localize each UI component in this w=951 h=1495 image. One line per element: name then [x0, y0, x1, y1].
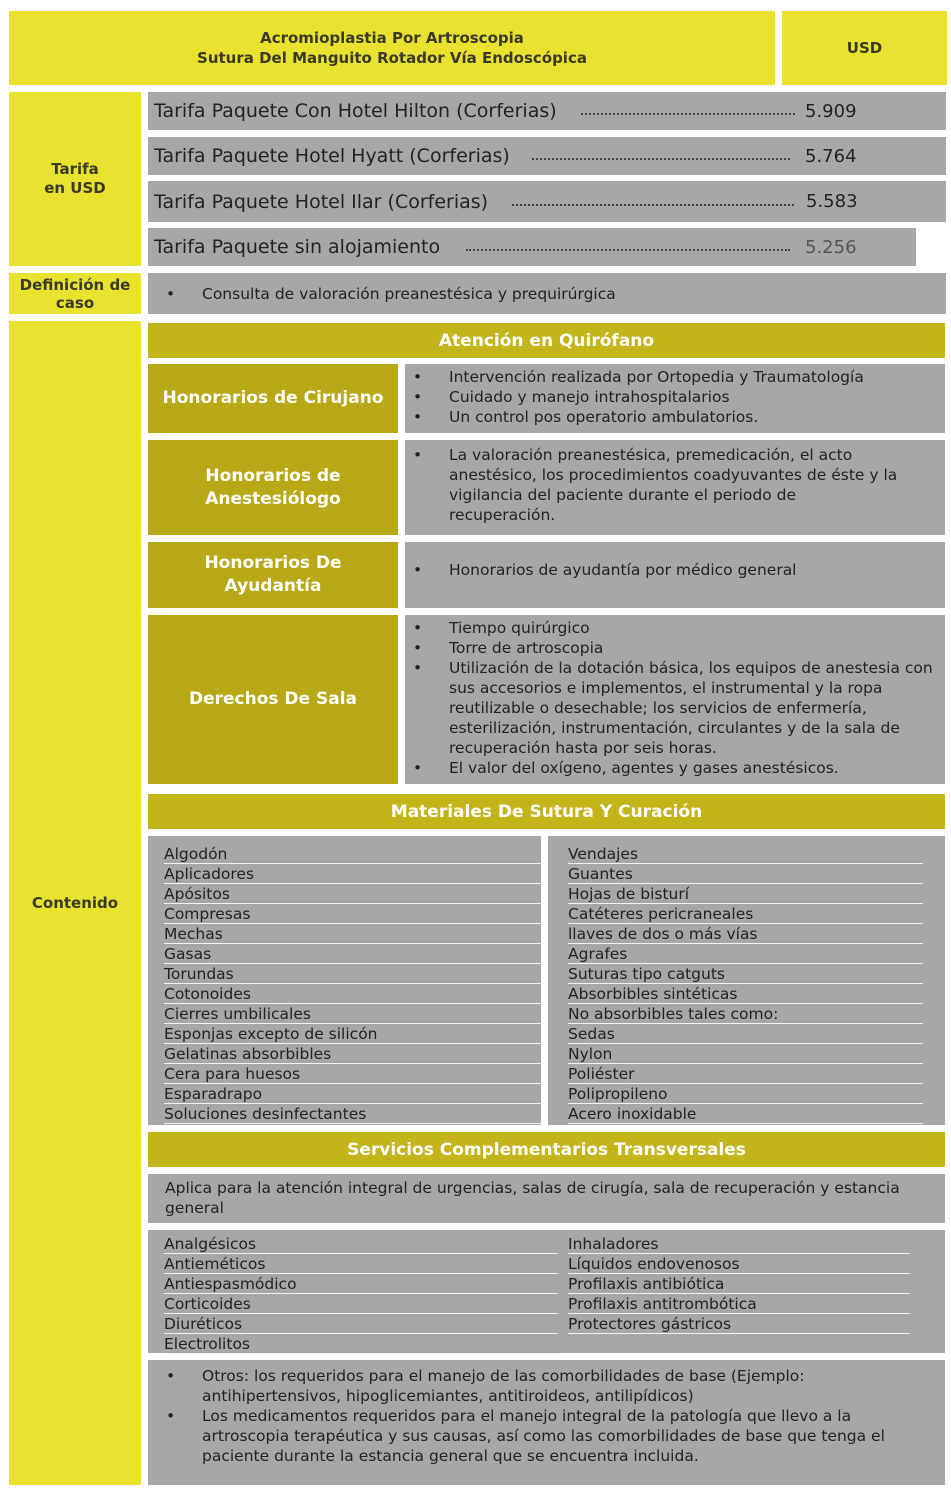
material-item: Gelatinas absorbibles — [164, 1044, 541, 1064]
ayudantia-content — [405, 542, 945, 608]
cirujano-label-cell — [148, 364, 398, 433]
material-item: Torundas — [164, 964, 541, 984]
tarifa-row-value: 5.256 — [805, 236, 857, 258]
bullet-item: • El valor del oxígeno, agentes y gases anestésicos. — [405, 758, 939, 778]
servicios-title: Servicios Complementarios Transversales — [347, 1139, 746, 1160]
tarifa-row-label: Tarifa Paquete Con Hotel Hilton (Corferias) — [154, 100, 557, 122]
header-title-cell — [9, 11, 775, 85]
bullet-item: • Honorarios de ayudantía por médico general — [405, 560, 945, 580]
anestesiologo-content — [405, 440, 945, 535]
tarifa-row — [148, 181, 946, 222]
bullet-item: • Utilización de la dotación básica, los equipos de anestesia con sus accesorios e implementos, el instrumental y la ropa reutilizable o desechable; los servicios de enfermería, esterilización, instrumentación, circulantes y de la sala de recuperación hasta por seis horas. — [405, 658, 939, 758]
material-item: Polipropileno — [568, 1084, 923, 1104]
medicamento-item: Líquidos endovenosos — [568, 1254, 910, 1274]
materiales-section-title — [148, 794, 945, 829]
dotted-leader — [512, 204, 794, 206]
material-item: Apósitos — [164, 884, 541, 904]
servicios-left-list — [164, 1234, 558, 1354]
material-item: llaves de dos o más vías — [568, 924, 923, 944]
medicamento-item: Profilaxis antibiótica — [568, 1274, 910, 1294]
tarifa-label-cell — [9, 92, 141, 266]
definicion-item: • Consulta de valoración preanestésica y prequirúrgica — [158, 284, 616, 304]
medicamento-item: Antieméticos — [164, 1254, 558, 1274]
tarifa-row-value: 5.909 — [805, 100, 857, 122]
bullet-item: • Tiempo quirúrgico — [405, 618, 939, 638]
bullet-item: • Un control pos operatorio ambulatorios. — [405, 407, 945, 427]
servicios-otros-panel — [148, 1360, 945, 1485]
quirofano-section-title — [148, 323, 945, 358]
dotted-leader — [532, 158, 790, 160]
contenido-label: Contenido — [31, 893, 119, 912]
materiales-left-list — [164, 844, 541, 1124]
bullet-item: • Los medicamentos requeridos para el manejo integral de la patología que llevo a la artroscopia terapéutica y sus causas, así como las comorbilidades de base que tenga el paciente durante la estancia general que se encuentra incluida. — [158, 1406, 925, 1466]
tarifa-row — [148, 137, 946, 175]
tarifa-row-label: Tarifa Paquete Hotel Ilar (Corferias) — [154, 190, 489, 213]
material-item: Soluciones desinfectantes — [164, 1104, 541, 1124]
material-item: Compresas — [164, 904, 541, 924]
tarifa-label-line1: Tarifa — [51, 160, 99, 178]
servicios-intro: Aplica para la atención integral de urgencias, salas de cirugía, sala de recuperación y estancia general — [165, 1179, 900, 1217]
medicamento-item: Profilaxis antitrombótica — [568, 1294, 910, 1314]
tarifa-row-label: Tarifa Paquete sin alojamiento — [154, 236, 441, 258]
medicamento-item: Corticoides — [164, 1294, 558, 1314]
tarifa-row-label: Tarifa Paquete Hotel Hyatt (Corferias) — [154, 145, 510, 167]
tarifa-row-value: 5.764 — [805, 145, 857, 167]
material-item: Mechas — [164, 924, 541, 944]
sala-label: Derechos De Sala — [188, 689, 358, 709]
material-item: Absorbibles sintéticas — [568, 984, 923, 1004]
header-currency-cell — [782, 11, 947, 85]
materiales-title: Materiales De Sutura Y Curación — [390, 801, 703, 822]
quirofano-title: Atención en Quirófano — [438, 330, 655, 351]
cirujano-label: Honorarios de Cirujano — [162, 388, 384, 408]
materiales-right-list — [568, 844, 923, 1124]
header-title-line1: Acromioplastia Por Artroscopia — [260, 29, 524, 47]
material-item: Guantes — [568, 864, 923, 884]
material-item: Poliéster — [568, 1064, 923, 1084]
material-item: Vendajes — [568, 844, 923, 864]
material-item: Esponjas excepto de silicón — [164, 1024, 541, 1044]
material-item: Agrafes — [568, 944, 923, 964]
material-item: Suturas tipo catguts — [568, 964, 923, 984]
material-item: No absorbibles tales como: — [568, 1004, 923, 1024]
materiales-left-panel — [148, 836, 541, 1125]
material-item: Nylon — [568, 1044, 923, 1064]
bullet-item: • Otros: los requeridos para el manejo de las comorbilidades de base (Ejemplo: antihipertensivos, hipoglicemiantes, antitiroideos, antilipídicos) — [158, 1366, 925, 1406]
medicamento-item: Electrolitos — [164, 1334, 558, 1354]
material-item: Hojas de bisturí — [568, 884, 923, 904]
dotted-leader — [466, 249, 790, 251]
sala-content — [405, 615, 945, 784]
tarifa-row — [148, 92, 946, 130]
material-item: Aplicadores — [164, 864, 541, 884]
ayudantia-label-cell — [148, 542, 398, 608]
medicamento-item: Protectores gástricos — [568, 1314, 910, 1334]
definicion-content — [148, 273, 946, 314]
header-title-line2: Sutura Del Manguito Rotador Vía Endoscópica — [197, 49, 587, 67]
header-currency: USD — [846, 39, 883, 57]
servicios-right-list — [568, 1234, 910, 1334]
servicios-medicamentos-panel — [148, 1230, 945, 1353]
material-item: Catéteres pericraneales — [568, 904, 923, 924]
bullet-item: • La valoración preanestésica, premedicación, el acto anestésico, los procedimientos coadyuvantes de éste y la vigilancia del paciente durante el periodo de recuperación. — [405, 445, 905, 525]
contenido-label-cell — [9, 321, 141, 1485]
servicios-section-title — [148, 1132, 945, 1167]
ayudantia-label-line1: Honorarios De — [204, 553, 342, 573]
ayudantia-label-line2: Ayudantía — [224, 576, 322, 596]
medicamento-item: Antiespasmódico — [164, 1274, 558, 1294]
bullet-item: • Torre de artroscopia — [405, 638, 939, 658]
material-item: Acero inoxidable — [568, 1104, 923, 1124]
definicion-label-line1: Definición de — [19, 275, 131, 294]
medicamento-item: Inhaladores — [568, 1234, 910, 1254]
materiales-right-panel — [548, 836, 945, 1125]
bullet-item: • Intervención realizada por Ortopedia y Traumatología — [405, 367, 945, 387]
material-item: Algodón — [164, 844, 541, 864]
material-item: Esparadrapo — [164, 1084, 541, 1104]
medicamento-item: Analgésicos — [164, 1234, 558, 1254]
cirujano-content — [405, 364, 945, 433]
dotted-leader — [581, 113, 795, 115]
anestesiologo-label-line1: Honorarios de — [205, 465, 341, 486]
bullet-item: • Cuidado y manejo intrahospitalarios — [405, 387, 945, 407]
material-item: Cotonoides — [164, 984, 541, 1004]
material-item: Gasas — [164, 944, 541, 964]
definicion-label-line2: caso — [55, 293, 95, 312]
definicion-label-cell — [9, 273, 141, 314]
sala-label-cell — [148, 615, 398, 784]
tarifa-row-value: 5.583 — [806, 191, 858, 212]
material-item: Cierres umbilicales — [164, 1004, 541, 1024]
anestesiologo-label-cell — [148, 440, 398, 535]
medicamento-item: Diuréticos — [164, 1314, 558, 1334]
material-item: Sedas — [568, 1024, 923, 1044]
tarifa-row — [148, 228, 916, 266]
servicios-intro-panel — [148, 1174, 945, 1223]
material-item: Cera para huesos — [164, 1064, 541, 1084]
anestesiologo-label-line2: Anestesiólogo — [205, 488, 341, 509]
tarifa-label-line2: en USD — [44, 179, 106, 197]
